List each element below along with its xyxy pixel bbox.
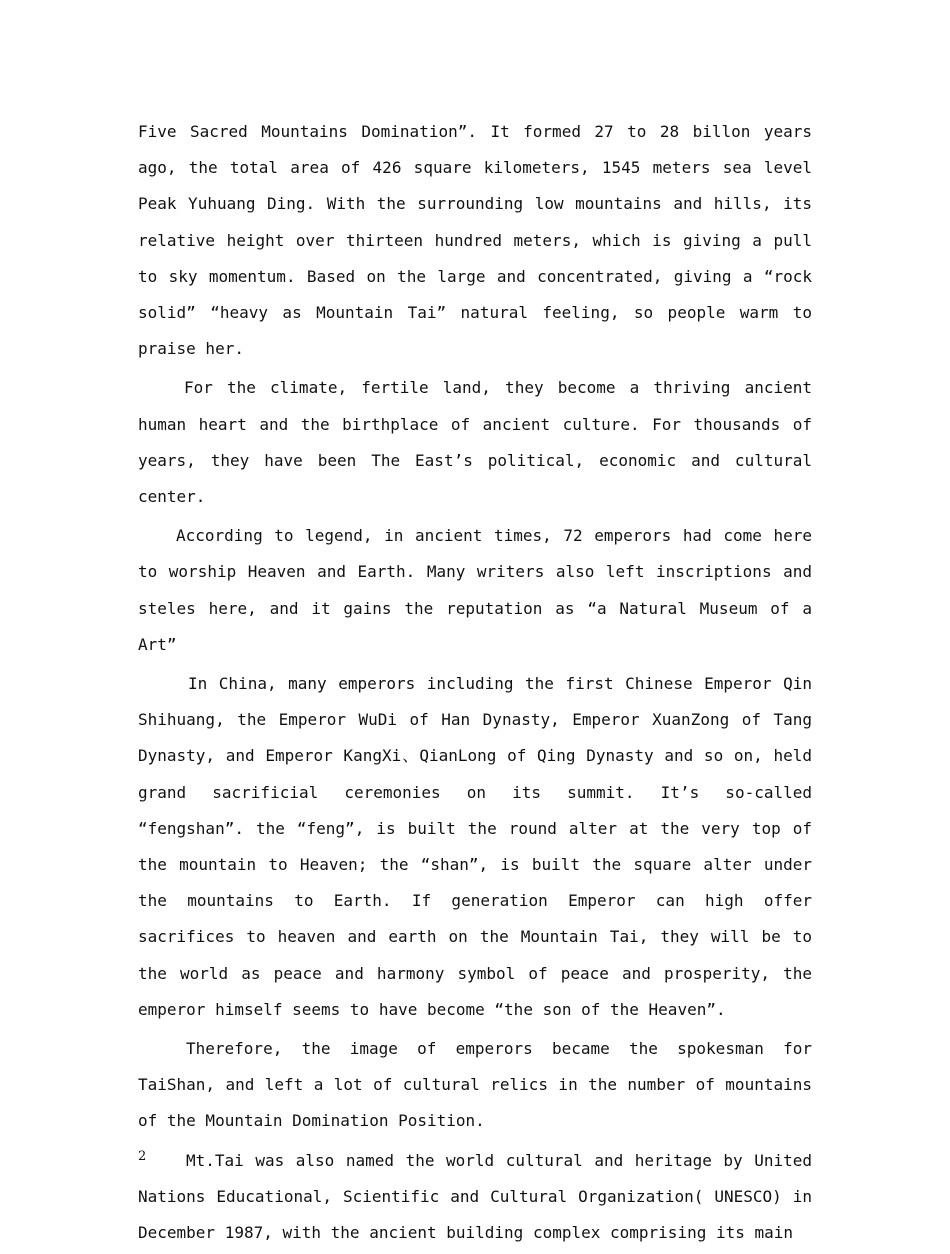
paragraph-mountain-description: Five Sacred Mountains Domination”. It formed 27 to 28 billon years ago, the total area of 426 square kilometers, 1545 meters sea level Peak Yuhuang Ding. With the surrounding low mountains and hills, its relative height over thirteen hundred meters, which is giving a pull to sky momentum. Based on the large and concentrated, giving a “rock solid” “heavy as Mountain Tai” natural feeling, so people warm to praise her.: [138, 122, 812, 359]
paragraph-emperors-fengshan: In China, many emperors including the first Chinese Emperor Qin Shihuang, the Emperor WuDi of Han Dynasty, Emperor XuanZong of Tang Dynasty, and Emperor KangXi、QianLong of Qing Dynasty and so on, held grand sacrificial ceremonies on its summit. It’s so-called “fengshan”. the “feng”, is built the round alter at the very top of the mountain to Heaven; the “shan”, is built the square alter under the mountains to Earth. If generation Emperor can high offer sacrifices to heaven and earth on the Mountain Tai, they will be to the world as peace and harmony symbol of peace and prosperity, the emperor himself seems to have become “the son of the Heaven”.: [138, 674, 812, 1019]
paragraph-unesco: Mt.Tai was also named the world cultural and heritage by United Nations Educational, Scientific and Cultural Organization( UNESCO) in December 1987, with the ancient building complex comprising its main: [138, 1150, 812, 1243]
paragraph-legend: According to legend, in ancient times, 72 emperors had come here to worship Heaven and Earth. Many writers also left inscriptions and steles here, and it gains the reputation as “a Natural Museum of a Art”: [138, 526, 812, 654]
page-number: 2: [138, 1149, 147, 1164]
body-text: [138, 114, 812, 1254]
paragraph-climate: For the climate, fertile land, they become a thriving ancient human heart and the birthplace of ancient culture. For thousands of years, they have been The East’s political, economic and cultural center.: [138, 378, 812, 507]
paragraph-spokesman: Therefore, the image of emperors became the spokesman for TaiShan, and left a lot of cultural relics in the number of mountains of the Mountain Domination Position.: [138, 1039, 812, 1131]
